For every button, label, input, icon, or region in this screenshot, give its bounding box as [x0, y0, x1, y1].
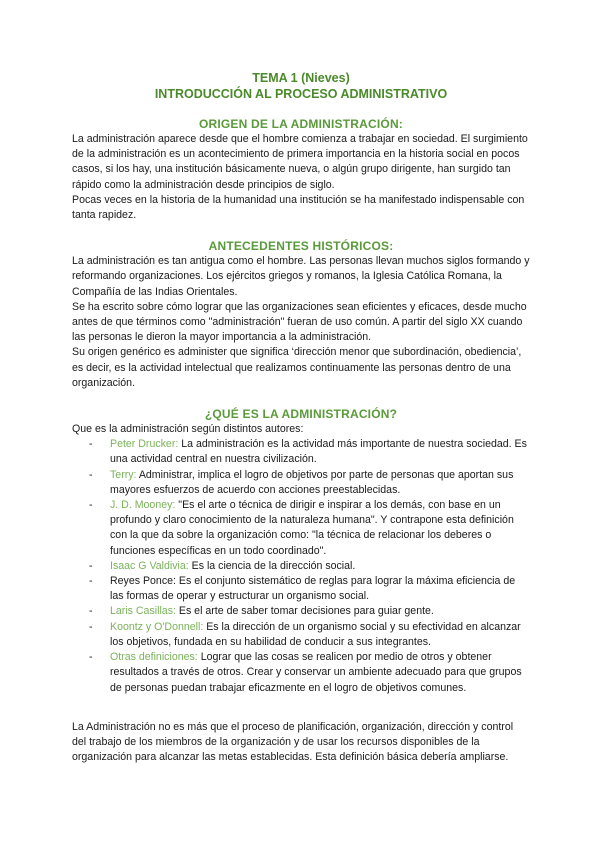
list-dash: - [89, 620, 93, 633]
definition-text: Es la ciencia de la dirección social. [188, 559, 356, 572]
author-definitions-list [72, 437, 530, 695]
author-name: Otras definiciones: [110, 651, 198, 664]
author-name: Koontz y O'Donnell: [110, 620, 204, 633]
origen-paragraph-2: Pocas veces en la historia de la humanidad una institución se ha manifestado indispensable con tanta rapidez. [72, 193, 525, 222]
author-name: Laris Casillas: [110, 605, 176, 618]
author-name: Terry: [110, 468, 137, 481]
list-dash: - [89, 499, 93, 512]
antecedentes-paragraph-2: Se ha escrito sobre cómo lograr que las organizaciones sean eficientes y eficaces, desde mucho antes de que términos como "administración" fueran de uso común. A partir del siglo XX cuando las personas le dieron la mayor importancia a la administración. [72, 300, 527, 344]
author-name: Peter Drucker: [110, 438, 179, 451]
definition-text: Reyes Ponce: Es el conjunto sistemático de reglas para lograr la máxima eficiencia de las formas de operar y estructurar un organismo social. [110, 575, 516, 603]
document-page [72, 70, 530, 765]
document-title-line2: INTRODUCCIÓN AL PROCESO ADMINISTRATIVO [154, 87, 448, 101]
antecedentes-paragraph-3: Su origen genérico es administer que significa ‘dirección menor que subordinación, obediencia’, es decir, es la actividad intelectual que realizamos continuamente las personas dentro de una organización. [72, 346, 522, 389]
list-dash: - [89, 438, 93, 451]
definition-text: Lograr que las cosas se realicen por medio de otros y obtener resultados a través de otros. Crear y conservar un ambiente adecuado para que grupos de personas puedan trabajar eficazmente en el logro de objetivos comunes. [110, 651, 522, 694]
list-item-koontz [72, 620, 530, 650]
list-item-mooney [72, 498, 530, 559]
list-item-reyes-ponce [72, 574, 530, 604]
list-item-casillas [72, 604, 530, 619]
list-dash: - [89, 559, 93, 572]
list-dash: - [89, 651, 93, 664]
que-es-intro: Que es la administración según distintos autores: [72, 423, 304, 436]
list-item-otras [72, 650, 530, 696]
section-heading-antecedentes: ANTECEDENTES HISTÓRICOS: [208, 239, 394, 254]
section-heading-que-es: ¿QUÉ ES LA ADMINISTRACIÓN? [204, 407, 398, 422]
definition-text: Es la dirección de un organismo social y su efectividad en alcanzar los objetivos, fundada en su habilidad de conducir a sus integrantes. [110, 620, 521, 648]
author-name: J. D. Mooney: [110, 499, 176, 512]
list-item-terry [72, 468, 530, 498]
section-heading-origen: ORIGEN DE LA ADMINISTRACIÓN: [198, 117, 404, 131]
origen-paragraph-1: La administración aparece desde que el hombre comienza a trabajar en sociedad. El surgimiento de la administración es un acontecimiento de primera importancia en la historia social en pocos casos, si los hay, una institución básicamente nueva, o algún grupo dirigente, han surgido tan rápido como la administración desde principios de siglo. [72, 133, 528, 191]
closing-paragraph: La Administración no es más que el proceso de planificación, organización, dirección y control del trabajo de los miembros de la organización y de usar los recursos disponibles de la organización para alcanzar las metas establecidas. Esta definición básica debería ampliarse. [72, 720, 514, 764]
definition-text: "Es el arte o técnica de dirigir e inspirar a los demás, con base en un profundo y claro conocimiento de la naturaleza humana". Y contrapone esta definición con la que da sobre la organización como: "la técnica de relacionar los deberes o funciones específicas en un todo coordinado". [110, 499, 514, 557]
definition-text: La administración es la actividad más importante de nuestra sociedad. Es una actividad central en nuestra civilización. [110, 438, 527, 466]
list-item-valdivia [72, 559, 530, 574]
antecedentes-paragraph-1: La administración es tan antigua como el hombre. Las personas llevan muchos siglos formando y reformando organizaciones. Los ejércitos griegos y romanos, la Iglesia Católica Romana, la Compañía de las Indias Orientales. [72, 255, 530, 298]
document-title-line1: TEMA 1 (Nieves) [252, 71, 350, 85]
definition-text: Es el arte de saber tomar decisiones para guiar gente. [175, 605, 434, 618]
list-dash: - [89, 605, 93, 618]
list-item-drucker [72, 437, 530, 467]
list-dash: - [89, 468, 93, 481]
list-dash: - [89, 575, 93, 588]
definition-text: Administrar, implica el logro de objetivos por parte de personas que aportan sus mayores esfuerzos de acuerdo con acciones preestablecidas. [110, 468, 514, 496]
author-name: Isaac G Valdivia: [110, 559, 189, 572]
